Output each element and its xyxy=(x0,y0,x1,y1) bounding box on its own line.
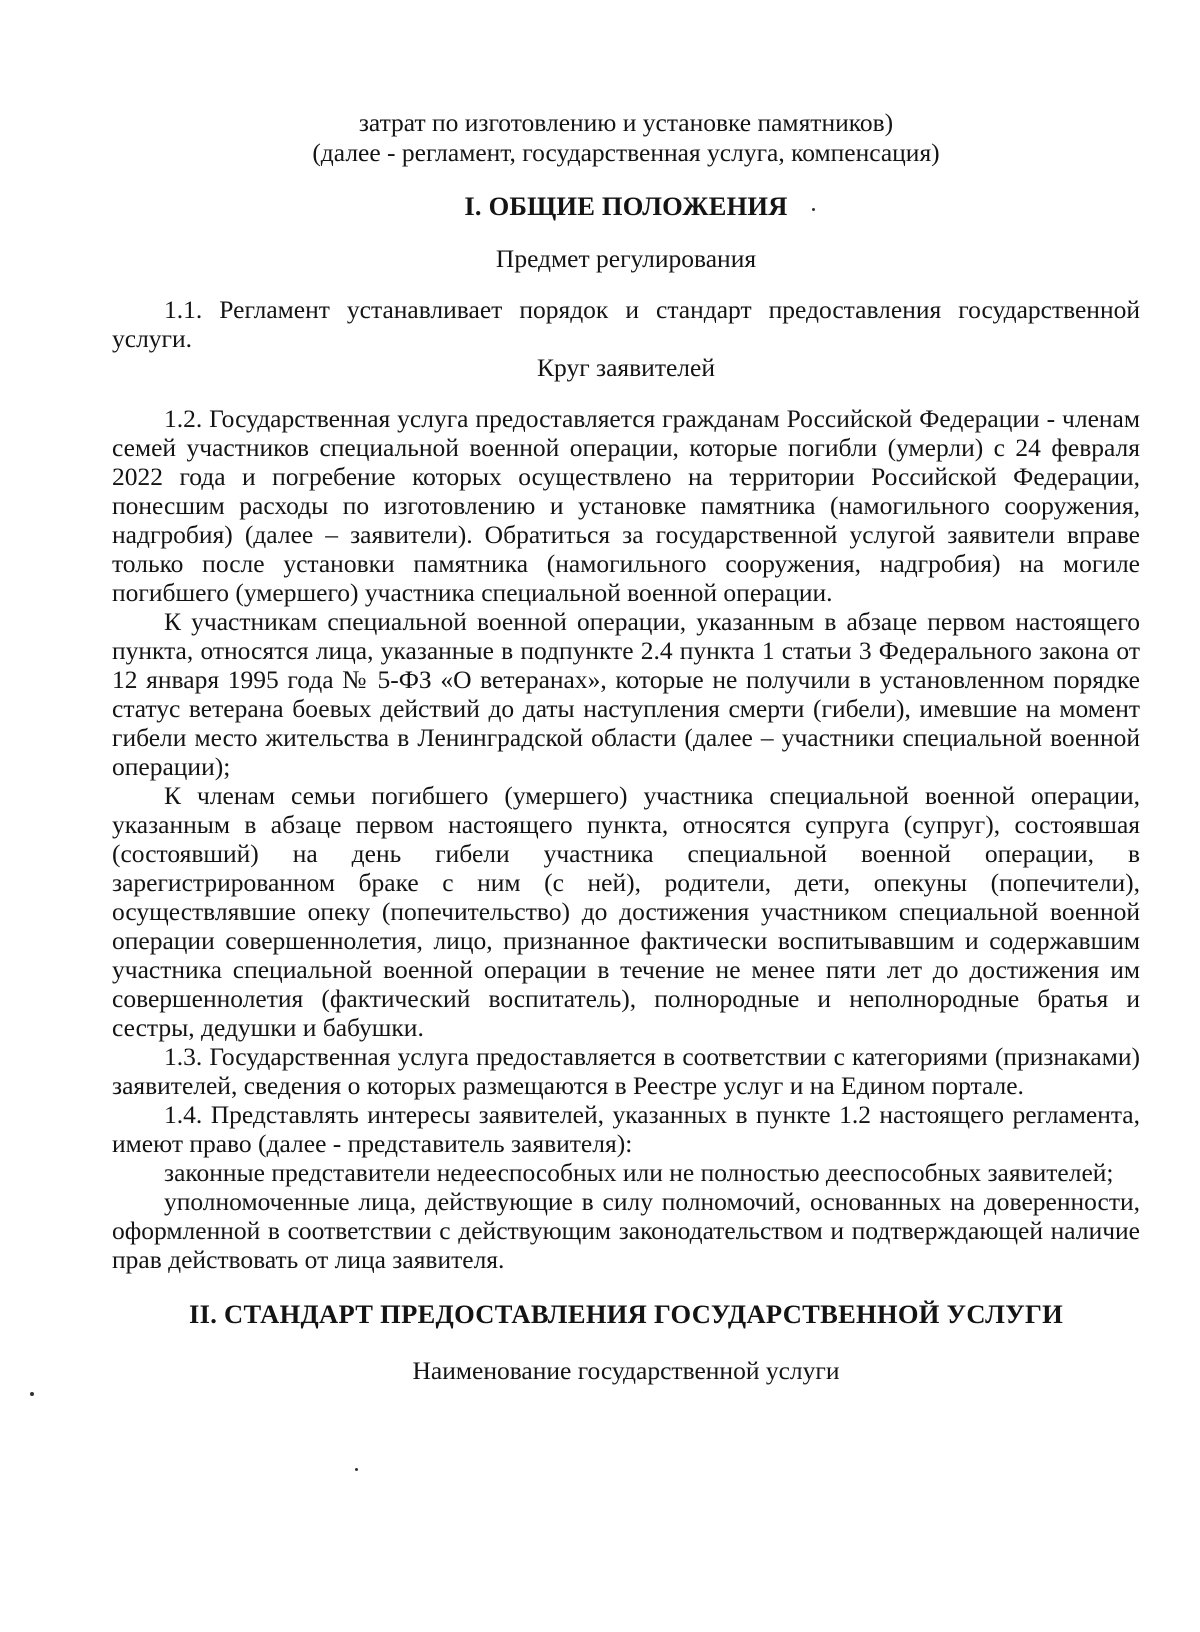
document-page xyxy=(112,108,1140,1385)
header-line-1: затрат по изготовлению и установке памятников) xyxy=(358,108,894,137)
paragraph-1-4-authorized-persons: уполномоченные лица, действующие в силу полномочий, основанных на доверенности, оформленной в соответствии с действующим законодательством и подтверждающей наличие прав действовать от лица заявителя. xyxy=(112,1187,1140,1274)
paragraph-1-2: 1.2. Государственная услуга предоставляется гражданам Российской Федерации - членам семей участников специальной военной операции, которые погибли (умерли) с 24 февраля 2022 года и погребение которых осуществлено на территории Российской Федерации, понесшим расходы по изготовлению и установке памятника (намогильного сооружения, надгробия) (далее – заявители). Обратиться за государственной услугой заявители вправе только после установки памятника (намогильного сооружения, надгробия) на могиле погибшего (умершего) участника специальной военной операции. xyxy=(112,404,1140,607)
header-line-2: (далее - регламент, государственная услуга, компенсация) xyxy=(312,138,940,167)
paragraph-1-4: 1.4. Представлять интересы заявителей, указанных в пункте 1.2 настоящего регламента, имеют право (далее - представитель заявителя): xyxy=(112,1100,1140,1158)
subheading-subject: Предмет регулирования xyxy=(495,244,757,273)
subheading-service-name: Наименование государственной услуги xyxy=(412,1356,840,1385)
section-2-title: II. СТАНДАРТ ПРЕДОСТАВЛЕНИЯ ГОСУДАРСТВЕННОЙ УСЛУГИ xyxy=(188,1299,1064,1329)
section-1-title: I. ОБЩИЕ ПОЛОЖЕНИЯ xyxy=(464,191,788,221)
paragraph-1-2-participants: К участникам специальной военной операции, указанным в абзаце первом настоящего пункта, относятся лица, указанные в подпункте 2.4 пункта 1 статьи 3 Федерального закона от 12 января 1995 года № 5-ФЗ «О ветеранах», которые не получили в установленном порядке статус ветерана боевых действий до даты наступления смерти (гибели), имевшие на момент гибели место жительства в Ленинградской области (далее – участники специальной военной операции); xyxy=(112,607,1140,781)
scan-speck xyxy=(30,1392,34,1396)
scan-speck xyxy=(355,1468,358,1471)
paragraph-1-2-family: К членам семьи погибшего (умершего) участника специальной военной операции, указанным в абзаце первом настоящего пункта, относятся супруга (супруг), состоявшая (состоявший) на день гибели участника специальной военной операции, в зарегистрированном браке с ним (с ней), родители, дети, опекуны (попечители), осуществлявшие опеку (попечительство) до достижения участником специальной военной операции совершеннолетия, лицо, признанное фактически воспитывавшим и содержавшим участника специальной военной операции в течение не менее пяти лет до достижения им совершеннолетия (фактический воспитатель), полнородные и неполнородные братья и сестры, дедушки и бабушки. xyxy=(112,781,1140,1042)
scan-speck xyxy=(812,208,815,211)
subheading-applicants: Круг заявителей xyxy=(537,353,715,382)
paragraph-1-1: 1.1. Регламент устанавливает порядок и стандарт предоставления государственной услуги. xyxy=(112,295,1140,353)
paragraph-1-3: 1.3. Государственная услуга предоставляется в соответствии с категориями (признаками) заявителей, сведения о которых размещаются в Реестре услуг и на Едином портале. xyxy=(112,1042,1140,1100)
paragraph-1-4-legal-representatives: законные представители недееспособных или не полностью дееспособных заявителей; xyxy=(164,1158,1114,1187)
